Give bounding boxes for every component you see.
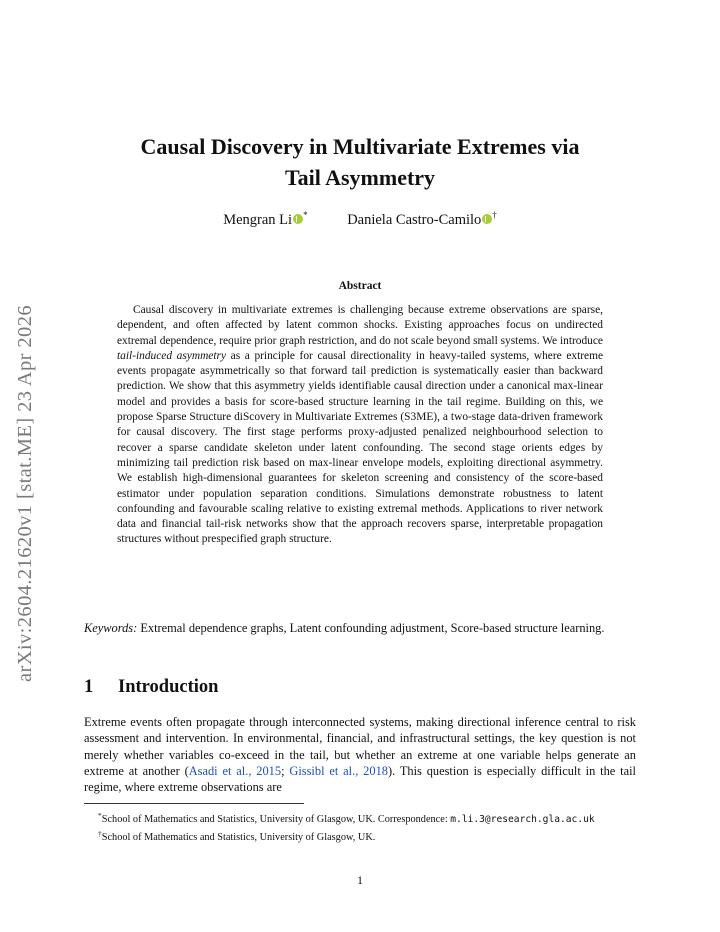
keywords-text: Extremal dependence graphs, Latent confounding adjustment, Score-based structure learning. <box>137 621 605 635</box>
abstract-emphasis: tail-induced asymmetry <box>117 349 227 362</box>
email-link[interactable]: m.li.3@research.gla.ac.uk <box>450 814 595 825</box>
keywords <box>84 620 636 637</box>
page-number: 1 <box>357 873 363 887</box>
keywords-label: Keywords: <box>84 621 138 635</box>
abstract-heading: Abstract <box>338 280 382 292</box>
author-affiliation-mark: * <box>303 210 308 220</box>
citation-link[interactable]: Asadi et al., 2015 <box>188 763 282 778</box>
footnote-divider <box>84 803 304 804</box>
footnotes <box>84 809 636 844</box>
orcid-icon[interactable] <box>293 214 303 224</box>
footnote-text: School of Mathematics and Statistics, University of Glasgow, UK. Correspondence: <box>101 814 451 825</box>
title-line-1: Causal Discovery in Multivariate Extremes via <box>140 134 580 159</box>
footnote-text: School of Mathematics and Statistics, University of Glasgow, UK. <box>101 831 376 843</box>
orcid-icon[interactable] <box>482 214 492 224</box>
footnote-mark: † <box>98 828 102 838</box>
author-name: Daniela Castro-Camilo <box>347 212 482 228</box>
arxiv-identifier[interactable]: arXiv:2604.21620v1 [stat.ME] 23 Apr 2026 <box>14 305 36 682</box>
title-line-2: Tail Asymmetry <box>284 165 436 190</box>
paper-title <box>84 131 636 193</box>
citation-separator: ; <box>281 763 290 778</box>
intro-paragraph <box>84 714 636 795</box>
author-name: Mengran Li <box>223 212 293 228</box>
section-title: Introduction <box>118 677 219 697</box>
footnote-mark: * <box>98 811 102 820</box>
abstract-text: Causal discovery in multivariate extremes is challenging because extreme observations are sparse, dependent, and often affected by latent common shocks. Existing approaches focus on undirected extremal dependence, require prior graph restriction, and do not scale beyond small systems. We introduce <box>117 304 603 347</box>
citation-link[interactable]: Gissibl et al., 2018 <box>289 763 388 778</box>
section-heading <box>84 677 218 698</box>
footnote-1 <box>84 809 636 827</box>
abstract-body <box>117 303 603 548</box>
intro-text: Extreme events often propagate through interconnected systems, making directional inference central to risk assessment and intervention. In environmental, financial, and infrastructural settings, the key question is not merely whether variables co-exceed in the tail, but whether an extreme at one variable helps generate an extreme at another ( <box>84 715 636 778</box>
author-1 <box>223 210 307 229</box>
intro-text: ). This question is especially difficult in the tail regime, where extreme observations are <box>84 763 636 795</box>
author-2 <box>347 210 497 229</box>
abstract-text: as a principle for causal directionality in heavy-tailed systems, where extreme events propagate asymmetrically so that forward tail prediction is systematically easier than backward prediction. We show that this asymmetry yields identifiable causal direction under a canonical max-linear model and provides a basis for score-based structure learning in the tail regime. Building on this, we propose Sparse Structure diScovery in Multivariate Extremes (S3ME), a two-stage data-driven framework for causal discovery. The first stage performs proxy-adjusted penalized neighbourhood selection to recover a sparse candidate skeleton under latent confounding. The second stage orients edges by minimizing tail prediction risk based on max-linear envelope models, exploiting directional asymmetry. We establish high-dimensional guarantees for skeleton screening and consistency of the score-based estimator under population separation conditions. Simulations demonstrate robustness to latent confounding and favourable scaling relative to existing extremal methods. Applications to river network data and financial tail-risk networks show that the approach recovers sparse, interpretable propagation structures without prespecified graph structure. <box>117 349 603 546</box>
author-affiliation-mark: † <box>492 210 497 220</box>
footnote-2 <box>84 827 636 845</box>
author-list <box>84 210 636 229</box>
section-number: 1 <box>84 677 94 697</box>
